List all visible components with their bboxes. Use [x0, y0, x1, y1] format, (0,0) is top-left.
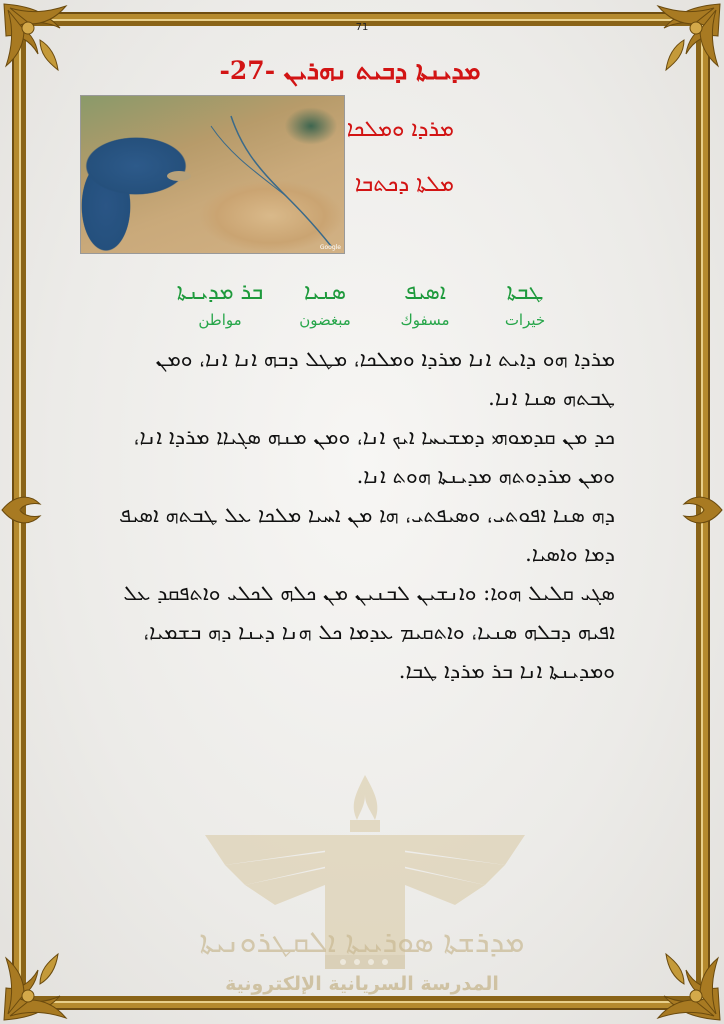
watermark-arabic: المدرسة السريانية الإلكترونية: [225, 973, 499, 995]
vocab-syriac: ܣܢܝܐ: [304, 280, 346, 305]
watermark-syriac: ܡܕܪܫܬܐ ܣܘܪܝܝܬܐ ܐܠܩܛܪܘܢܝܬܐ: [199, 925, 525, 960]
vocab-arabic: مواطن: [198, 311, 242, 329]
vocab-arabic: مسفوك: [400, 311, 450, 329]
page-number: 71: [355, 22, 369, 33]
vocab-item: [470, 280, 580, 329]
vocab-item: [165, 280, 275, 329]
paragraph: ܟܕ ܡܢ ܩܕܡܘܗܝ ܕܡܫܝܚܐ ܐܝܟ ܐܢܐ، ܘܡܢ ܡܢܗ ܣܓܝܐܐ ܡܪܕܐ ܐܢܐ، ܘܡܢ ܡܪܕܘܬܗ ܡܕܝܢܬܐ ܗܘܬ ܐܢܐ.: [133, 425, 615, 488]
vocabulary-row: [176, 280, 580, 340]
watermark-emblem-icon: [185, 765, 545, 1005]
map-image: [80, 95, 345, 254]
paragraph: ܣܓܝ ܩܠܝܠ ܗܘܐ: ܘܐܢܫܝܢ ܠܒܢܝܢ ܡܢ ܟܠܗ ܠܟܠܝ ܘܐܬܦܩܕ ܥܠ ܐܦܝܗ ܕܒܠܗ ܣܢܝܐ، ܘܐܬܩܝܡ ܥܕܡܐ ܟܠ ܗܢܐ ܕܝܢܐ ܕܗ ܒܫܡܝܐ، ܘܡܕܝܢܬܐ ܐܢܐ ܒܪ ܡܪܕܐ ܛܒܐ.: [123, 581, 615, 683]
subtitle: ܡܠܬܐ ܕܟܬܒܐ: [354, 172, 454, 197]
vocab-syriac: ܛܒܬܐ: [506, 280, 544, 305]
vocab-arabic: مبغضون: [299, 311, 351, 329]
map-credit: Google: [319, 244, 341, 251]
body-text: [110, 340, 615, 691]
vocab-item: [370, 280, 480, 329]
vocab-syriac: ܒܪ ܡܕܝܢܬܐ: [176, 280, 264, 305]
vocab-item: [270, 280, 380, 329]
subtitle: ܡܪܕܐ ܘܡܠܟܐ: [346, 117, 454, 142]
side-ornament-icon: [664, 490, 724, 530]
paragraph: ܡܪܕܐ ܗܘ ܕܐܝܬ ܐܢܐ ܡܪܕܐ ܘܡܠܟܐ، ܡܛܠ ܕܒܗ ܐܢܐ ܐܢܐ، ܘܡܢ ܛܒܬܗ ܣܢܐ ܐܢܐ.: [155, 347, 615, 410]
corner-ornament-icon: [0, 0, 110, 110]
corner-ornament-icon: [614, 0, 724, 110]
vocab-syriac: ܐܣܝܦ: [404, 280, 446, 305]
side-ornament-icon: [0, 490, 60, 530]
vocab-arabic: خيرات: [504, 311, 546, 329]
river-lines-icon: [81, 96, 344, 253]
page-title: ܡܕܝܢܬܐ ܕܒܝܬ ܢܗܪܝܢ -27-: [219, 56, 481, 85]
paragraph: ܕܗ ܣܢܐ ܐܦܘܬܝ، ܘܣܝܦܬܝ، ܗܐ ܡܢ ܐܚܝܐ ܡܠܟܐ ܥܠ ܛܒܬܗ ܐܣܝܦ ܕܡܐ ܘܐܣܝܐ.: [118, 503, 615, 566]
